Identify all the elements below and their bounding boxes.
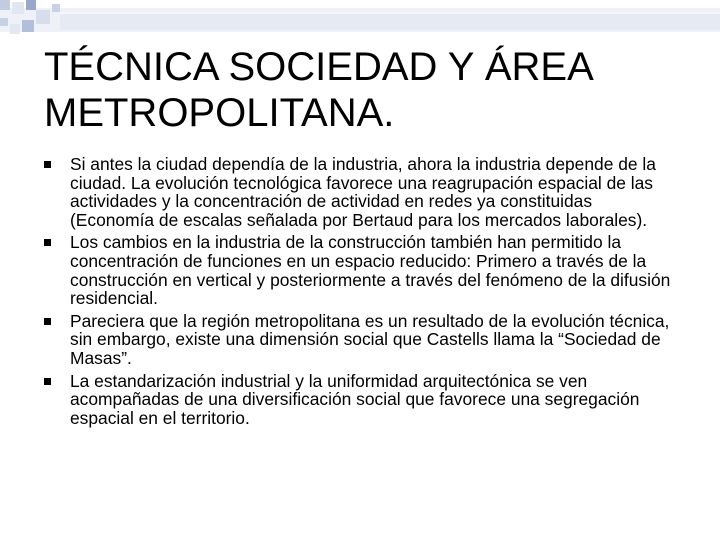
bullet-text: La estandarización industrial y la uniformidad arquitectónica se ven acompañadas de una diversificación social que favorece una segregación espacial en el territorio. [70, 370, 640, 428]
list-item [44, 312, 672, 368]
header-decoration [0, 0, 720, 40]
bullet-list [44, 155, 672, 427]
square-bullet-icon [44, 239, 51, 246]
square-bullet-icon [44, 378, 51, 385]
slide-title: TÉCNICA SOCIEDAD Y ÁREA METROPOLITANA. [44, 45, 592, 135]
bullet-text: Pareciera que la región metropolitana es un resultado de la evolución técnica, sin embargo, existe una dimensión social que Castells llama la “Sociedad de Masas”. [70, 310, 670, 368]
square-bullet-icon [44, 318, 51, 325]
list-item [44, 233, 672, 307]
list-item [44, 372, 672, 428]
bullet-text: Los cambios en la industria de la construcción también han permitido la concentración de funciones en un espacio reducido: Primero a través de la construcción en vertical y posteriormente a través del fenómeno de la difusión residencial. [70, 232, 671, 309]
square-bullet-icon [44, 161, 51, 168]
bullet-text: Si antes la ciudad dependía de la industria, ahora la industria depende de la ciudad. La evolución tecnológica favorece una reagrupación espacial de las actividades y la concentración de actividad en redes ya constituidas (Economía de escalas señalada por Bertaud para los mercados laborales). [70, 154, 656, 230]
list-item [44, 155, 672, 229]
